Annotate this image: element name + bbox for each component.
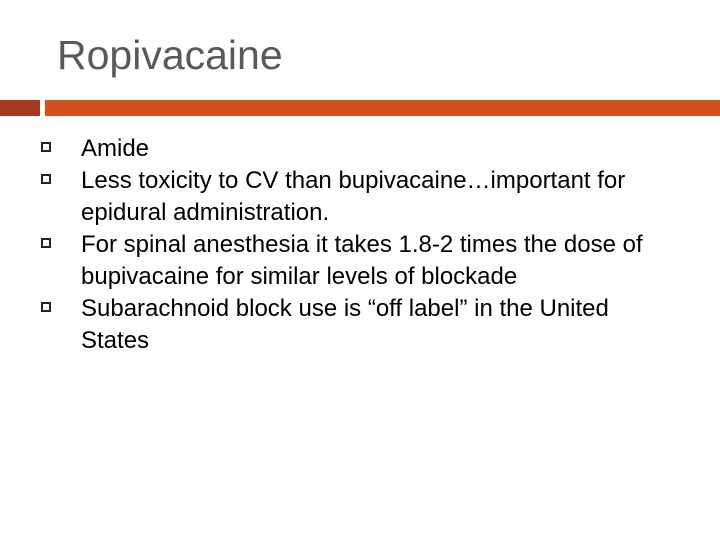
bullet-item [40,293,680,357]
bullet-item [40,165,680,229]
bullet-list [40,133,680,357]
bullet-text: Amide [81,135,150,162]
bullet-text: Less toxicity to CV than bupivacaine…important for epidural administration. [81,167,626,226]
bullet-text: Subarachnoid block use is “off label” in the United States [81,295,609,354]
square-bullet-icon [41,238,51,248]
square-bullet-icon [41,142,51,152]
title-rule-left-accent [0,100,40,116]
slide-title: Ropivacaine [57,32,283,78]
bullet-item [40,133,680,165]
square-bullet-icon [41,302,51,312]
square-bullet-icon [41,174,51,184]
bullet-item [40,229,680,293]
bullet-text: For spinal anesthesia it takes 1.8-2 times the dose of bupivacaine for similar levels of blockade [81,231,643,290]
title-rule-bar [45,100,720,116]
